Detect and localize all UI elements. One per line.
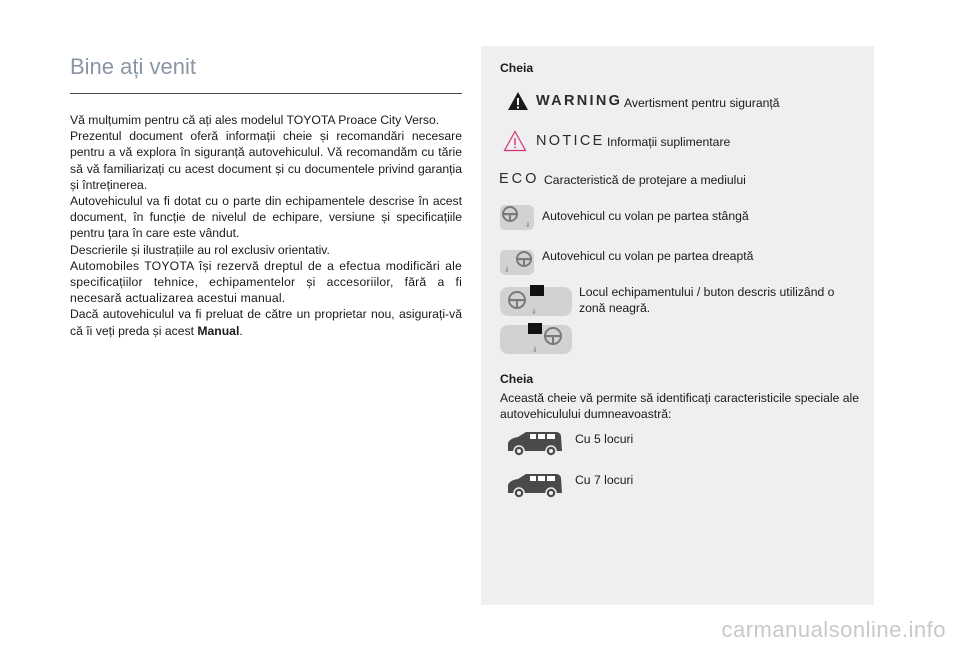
seats-7-label: Cu 7 locuri xyxy=(575,473,634,487)
notice-triangle-icon xyxy=(503,130,527,152)
svg-text:⇓: ⇓ xyxy=(504,266,510,274)
intro-text xyxy=(70,112,462,339)
equipment-location-left-icon xyxy=(500,284,572,316)
eco-label: ECO xyxy=(499,171,540,187)
intro-line: Autovehiculul va fi dotat cu o parte din echipamentele descrise în acest document, în funcție de nivelul de echipare, versiune și specificațiile pentru țara în care este vândut. xyxy=(70,194,462,241)
intro-line-last xyxy=(70,306,462,338)
watermark: carmanualsonline.info xyxy=(721,617,946,642)
lhd-description: Autovehicul cu volan pe partea stângă xyxy=(542,209,749,223)
intro-line: Descrierile și ilustrațiile au rol exclusiv orientativ. xyxy=(70,242,330,257)
eco-description: Caracteristică de protejare a mediului xyxy=(544,173,746,187)
seats-5-label: Cu 5 locuri xyxy=(575,432,634,446)
svg-text:⇓: ⇓ xyxy=(525,221,531,229)
steering-wheel-left-icon xyxy=(500,203,534,230)
svg-text:⇓: ⇓ xyxy=(531,308,537,316)
intro-last-prefix: Dacă autovehiculul va fi preluat de către un proprietar nou, asigurați-vă că îi veți preda și acest xyxy=(70,307,462,338)
key-paragraph: Această cheie vă permite să identificați caracteristicile speciale ale autovehiculului dumneavoastră: xyxy=(500,391,860,421)
intro-last-suffix: . xyxy=(239,323,243,338)
equipment-location-right-icon xyxy=(500,322,572,354)
steering-wheel-right-icon xyxy=(500,248,534,275)
title-divider xyxy=(70,93,462,94)
warning-label: WARNING xyxy=(536,93,623,109)
key-panel xyxy=(481,46,874,605)
manual-emphasis: Manual xyxy=(197,323,240,338)
page-title: Bine ați venit xyxy=(70,54,196,79)
van-5-seats-icon xyxy=(506,429,564,458)
key-heading-2: Cheia xyxy=(500,372,534,386)
location-description: Locul echipamentului / buton descris utilizând o zonă neagră. xyxy=(579,285,835,315)
intro-line: Prezentul document oferă informații cheie și recomandări necesare pentru a vă explora în siguranță autovehiculul. Vă recomandăm cu tărie să vă familiarizați cu acest document și cu documentele privind garanția și întreținerea. xyxy=(70,129,462,192)
van-7-seats-icon xyxy=(506,471,564,500)
svg-text:⇓: ⇓ xyxy=(532,346,538,354)
notice-description: Informații suplimentare xyxy=(607,135,731,149)
intro-line: Vă mulțumim pentru că ați ales modelul TOYOTA Proace City Verso. xyxy=(70,113,440,127)
warning-description: Avertisment pentru siguranță xyxy=(624,96,780,110)
warning-triangle-icon xyxy=(507,91,529,111)
rhd-description: Autovehicul cu volan pe partea dreaptă xyxy=(542,249,754,263)
notice-label: NOTICE xyxy=(536,133,605,149)
key-heading: Cheia xyxy=(500,61,534,75)
welcome-section xyxy=(70,54,462,339)
intro-line: Automobiles TOYOTA își rezervă dreptul de a efectua modificări ale specificațiilor tehnice, echipamentelor și accesoriilor, fără a fi necesară actualizarea acestui manual. xyxy=(70,258,462,306)
